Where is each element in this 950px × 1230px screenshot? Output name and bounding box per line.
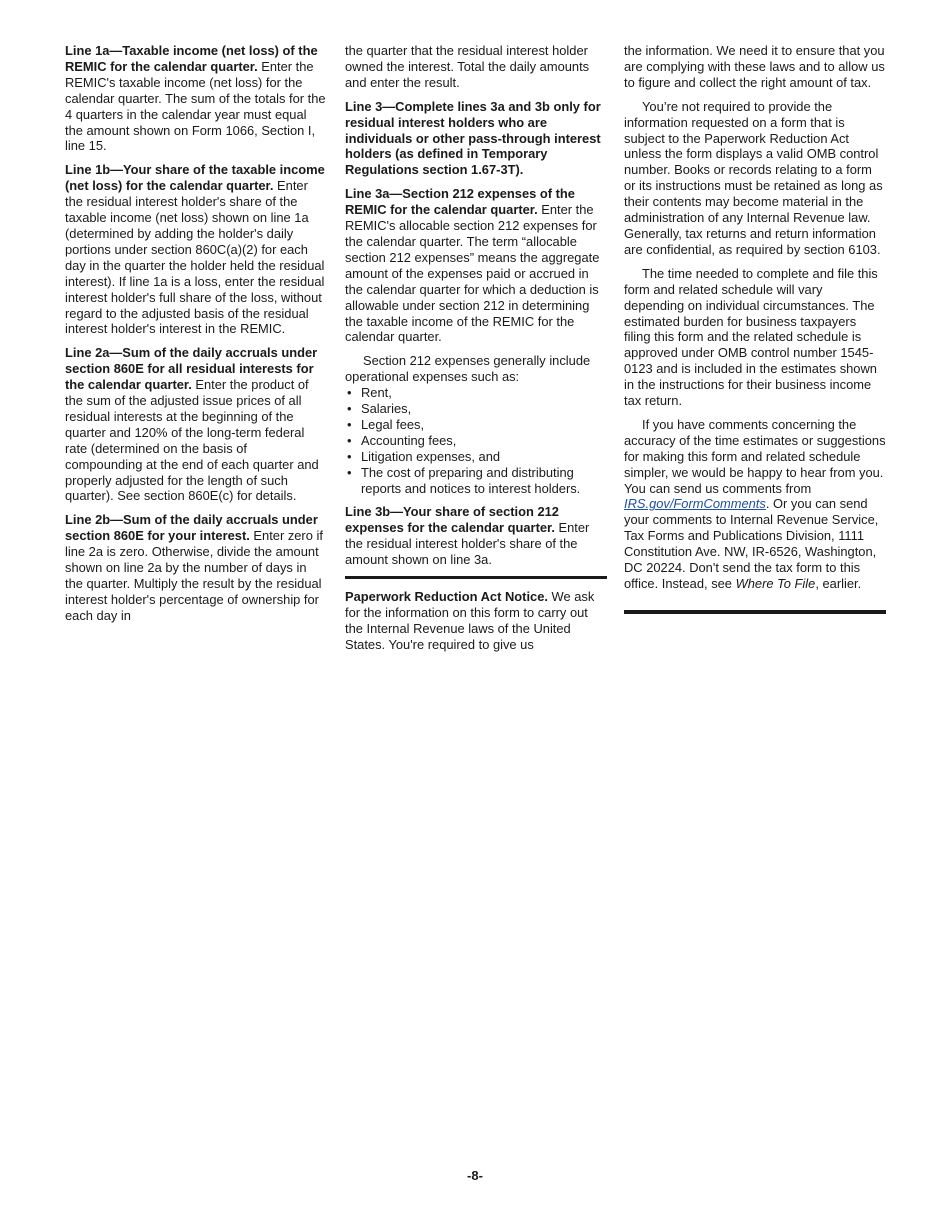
paperwork-notice-heading: Paperwork Reduction Act Notice. (345, 589, 548, 605)
line-2a-text: Enter the product of the sum of the adjusted issue prices of all residual interests at the beginning of the quarter and 120% of the long-term federal rate (determined on the basis of compounding at the end of each quarter and properly adjusted for the length of such quarter). See section 860E(c) for details. (65, 377, 319, 504)
form-comments-link[interactable]: IRS.gov/FormComments (624, 496, 766, 512)
comments-text-a: If you have comments concerning the accuracy of the time estimates or suggestions for making this form and related schedule simpler, we would be happy to hear from you. You can send us comments from (624, 416, 886, 496)
line-3a-text: Enter the REMIC's allocable section 212 expenses for the calendar quarter. The term “allocable section 212 expenses” means the aggregate amount of the expenses paid or accrued in the calendar quarter for which a deduction is allowable under section 212 in determining the taxable income of the REMIC for the calendar quarter. (345, 202, 600, 345)
list-item: • The cost of preparing and distributing reports and notices to interest holders. (345, 465, 607, 497)
paperwork-paragraph-3: The time needed to complete and file this form and related schedule will vary depending on individual circumstances. The estimated burden for business taxpayers filing this form and the related schedule is approved under OMB control number 1545-0123 and is included in the estimates shown in the instructions for their business income tax return. (624, 265, 878, 409)
line-1b-heading: Line 1b—Your share of the taxable income (net loss) for the calendar quarter. (65, 162, 325, 194)
line-2a-section (65, 345, 327, 504)
line-1a-heading: Line 1a—Taxable income (net loss) of the REMIC for the calendar quarter. (65, 43, 318, 74)
line-2a-heading: Line 2a—Sum of the daily accruals under section 860E for all residual interests for the calendar quarter. (65, 345, 318, 393)
line-2b-continued: the quarter that the residual interest holder owned the interest. Total the daily amounts and enter the result. (345, 43, 590, 90)
end-rule (624, 610, 886, 614)
paperwork-paragraph-4 (624, 417, 886, 592)
line-1b-section (65, 162, 327, 337)
line-3a-section (345, 186, 607, 345)
list-item: • Litigation expenses, and (345, 449, 607, 465)
page-number: -8- (467, 1168, 483, 1183)
line-1a-text: Enter the REMIC's taxable income (net loss) for the calendar quarter. The sum of the totals for the 4 quarters in the calendar year must equal the amount shown on Form 1066, Section I, line 15. (65, 58, 326, 154)
where-to-file-reference: Where To File (735, 576, 816, 591)
line-3b-text: Enter the residual interest holder's share of the amount shown on line 3a. (345, 520, 590, 568)
list-item: • Salaries, (345, 401, 607, 417)
section-212-intro: Section 212 expenses generally include operational expenses such as: (345, 353, 591, 385)
paperwork-paragraph-2: You’re not required to provide the information requested on a form that is subject to the Paperwork Reduction Act unless the form displays a valid OMB control number. Books or records relating to a form or its instructions must be retained as long as their contents may become material in the administration of any Internal Revenue law. Generally, tax returns and return information are confidential, as required by section 6103. (624, 98, 883, 257)
list-item: • Accounting fees, (345, 433, 607, 449)
list-item: • Rent, (345, 385, 607, 401)
line-3-heading: Line 3—Complete lines 3a and 3b only for residual interest holders who are individuals or other pass-through interest holders (as defined in Temporary Regulations section 1.67-3T). (345, 98, 601, 178)
section-divider (345, 576, 607, 579)
comments-text-b: . Or you can send your comments to Internal Revenue Service, Tax Forms and Publications Division, 1111 Constitution Ave. NW, IR-6526, Washington, DC 20224. Don't send the tax form to this office. Instead, see (624, 496, 879, 591)
column-1 (65, 43, 327, 632)
line-1a-section (65, 43, 327, 154)
line-2b-heading: Line 2b—Sum of the daily accruals under section 860E for your interest. (65, 512, 318, 544)
line-2b-text: Enter zero if line 2a is zero. Otherwise, divide the amount shown on line 2a by the number of days in the quarter. Multiply the result by the residual interest holder's percentage of ownership for each day in (65, 528, 323, 623)
paperwork-notice-text: We ask for the information on this form to carry out the Internal Revenue laws of the United States. You're required to give us (345, 589, 595, 652)
line-3a-heading: Line 3a—Section 212 expenses of the REMIC for the calendar quarter. (345, 186, 575, 218)
column-2 (345, 43, 607, 661)
list-item: • Legal fees, (345, 417, 607, 433)
line-1b-text: Enter the residual interest holder's share of the taxable income (net loss) shown on line 1a (determined by adding the holder's daily portions under section 860C(a)(2) for each day in the quarter the holder held the residual interest). If line 1a is a loss, enter the residual interest holder's full share of the loss, without regard to the adjusted basis of the residual interest holder's interest in the REMIC. (65, 178, 325, 337)
column-3 (624, 43, 886, 614)
paperwork-notice-section (345, 589, 607, 653)
line-2b-section (65, 512, 327, 623)
line-3b-heading: Line 3b—Your share of section 212 expenses for the calendar quarter. (345, 504, 559, 536)
line-3b-section (345, 504, 607, 568)
comments-text-c: , earlier. (815, 576, 862, 591)
paperwork-paragraph-1: the information. We need it to ensure that you are complying with these laws and to allow us to figure and collect the right amount of tax. (624, 43, 885, 90)
section-212-expense-list (345, 385, 607, 496)
